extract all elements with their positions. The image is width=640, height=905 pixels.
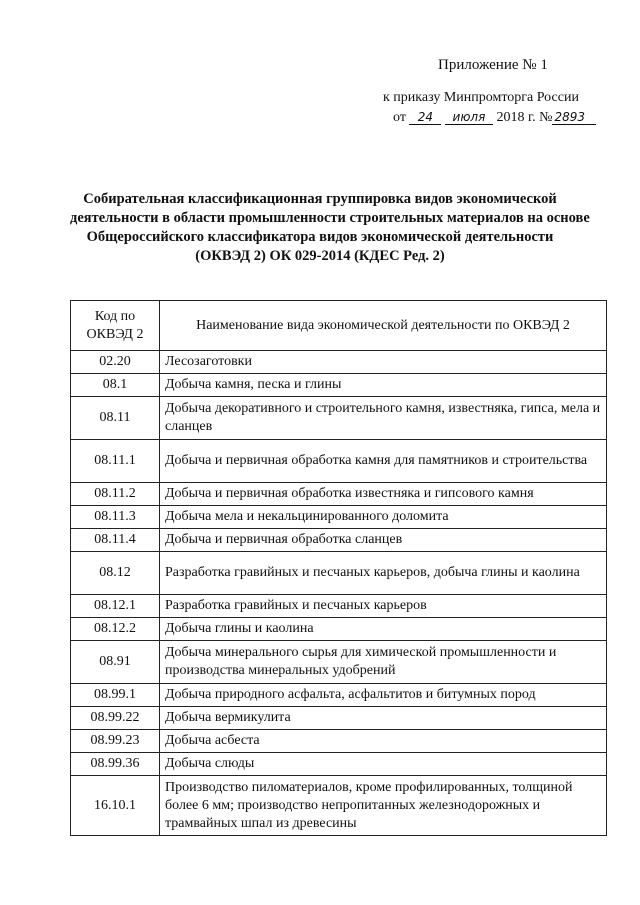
table-row bbox=[71, 529, 607, 552]
code-cell: 16.10.1 bbox=[71, 776, 160, 836]
code-cell: 08.99.23 bbox=[71, 730, 160, 753]
table-row bbox=[71, 641, 607, 684]
title-line: Собирательная классификационная группировка видов экономической bbox=[83, 191, 557, 207]
code-cell: 02.20 bbox=[71, 351, 160, 374]
table-row bbox=[71, 483, 607, 506]
handwritten-month: июля bbox=[445, 111, 493, 125]
name-cell: Лесозаготовки bbox=[160, 351, 607, 374]
okved-table bbox=[70, 300, 607, 836]
table-row bbox=[71, 374, 607, 397]
table-row bbox=[71, 351, 607, 374]
name-cell: Добыча и первичная обработка известняка и гипсового камня bbox=[160, 483, 607, 506]
name-cell: Добыча камня, песка и глины bbox=[160, 374, 607, 397]
name-cell: Добыча мела и некальцинированного доломита bbox=[160, 506, 607, 529]
code-cell: 08.12.1 bbox=[71, 595, 160, 618]
code-cell: 08.99.22 bbox=[71, 707, 160, 730]
name-cell: Добыча слюды bbox=[160, 753, 607, 776]
order-date-line bbox=[393, 109, 596, 126]
table-row bbox=[71, 753, 607, 776]
order-reference: к приказу Минпромторга России bbox=[383, 90, 579, 105]
name-cell: Разработка гравийных и песчаных карьеров, добыча глины и каолина bbox=[160, 552, 607, 595]
table-row bbox=[71, 595, 607, 618]
code-cell: 08.1 bbox=[71, 374, 160, 397]
table-row bbox=[71, 552, 607, 595]
code-cell: 08.11.2 bbox=[71, 483, 160, 506]
table-row bbox=[71, 730, 607, 753]
name-cell: Добыча глины и каолина bbox=[160, 618, 607, 641]
handwritten-order-number: 2893 bbox=[552, 111, 596, 125]
table-row bbox=[71, 397, 607, 440]
table-row bbox=[71, 707, 607, 730]
appendix-label: Приложение № 1 bbox=[438, 57, 548, 73]
name-cell: Добыча природного асфальта, асфальтитов и битумных пород bbox=[160, 684, 607, 707]
date-prefix: от bbox=[393, 110, 406, 125]
code-cell: 08.99.1 bbox=[71, 684, 160, 707]
name-cell: Добыча минерального сырья для химической промышленности и производства минеральных удобрений bbox=[160, 641, 607, 684]
name-cell: Добыча декоративного и строительного камня, известняка, гипса, мела и сланцев bbox=[160, 397, 607, 440]
document-title bbox=[70, 190, 590, 266]
name-cell: Добыча асбеста bbox=[160, 730, 607, 753]
header-name-cell: Наименование вида экономической деятельности по ОКВЭД 2 bbox=[160, 301, 607, 351]
name-cell: Разработка гравийных и песчаных карьеров bbox=[160, 595, 607, 618]
name-cell: Добыча вермикулита bbox=[160, 707, 607, 730]
code-cell: 08.11.1 bbox=[71, 440, 160, 483]
code-cell: 08.11 bbox=[71, 397, 160, 440]
code-cell: 08.11.3 bbox=[71, 506, 160, 529]
title-line: Общероссийского классификатора видов экономической деятельности bbox=[86, 229, 554, 245]
table-header-row bbox=[71, 301, 607, 351]
header-code-cell: Код по ОКВЭД 2 bbox=[71, 301, 160, 351]
code-cell: 08.12.2 bbox=[71, 618, 160, 641]
code-cell: 08.99.36 bbox=[71, 753, 160, 776]
year-and-number-label: 2018 г. № bbox=[496, 110, 553, 125]
name-cell: Производство пиломатериалов, кроме профилированных, толщиной более 6 мм; производство непропитанных железнодорожных и трамвайных шпал из древесины bbox=[160, 776, 607, 836]
title-line: (ОКВЭД 2) ОК 029-2014 (КДЕС Ред. 2) bbox=[195, 248, 445, 264]
name-cell: Добыча и первичная обработка камня для памятников и строительства bbox=[160, 440, 607, 483]
code-cell: 08.12 bbox=[71, 552, 160, 595]
handwritten-day: 24 bbox=[409, 111, 441, 125]
table-row bbox=[71, 440, 607, 483]
name-cell: Добыча и первичная обработка сланцев bbox=[160, 529, 607, 552]
code-cell: 08.11.4 bbox=[71, 529, 160, 552]
table-row bbox=[71, 776, 607, 836]
table-row bbox=[71, 506, 607, 529]
table-row bbox=[71, 618, 607, 641]
title-line: деятельности в области промышленности строительных материалов на основе bbox=[70, 210, 590, 226]
code-cell: 08.91 bbox=[71, 641, 160, 684]
table-row bbox=[71, 684, 607, 707]
